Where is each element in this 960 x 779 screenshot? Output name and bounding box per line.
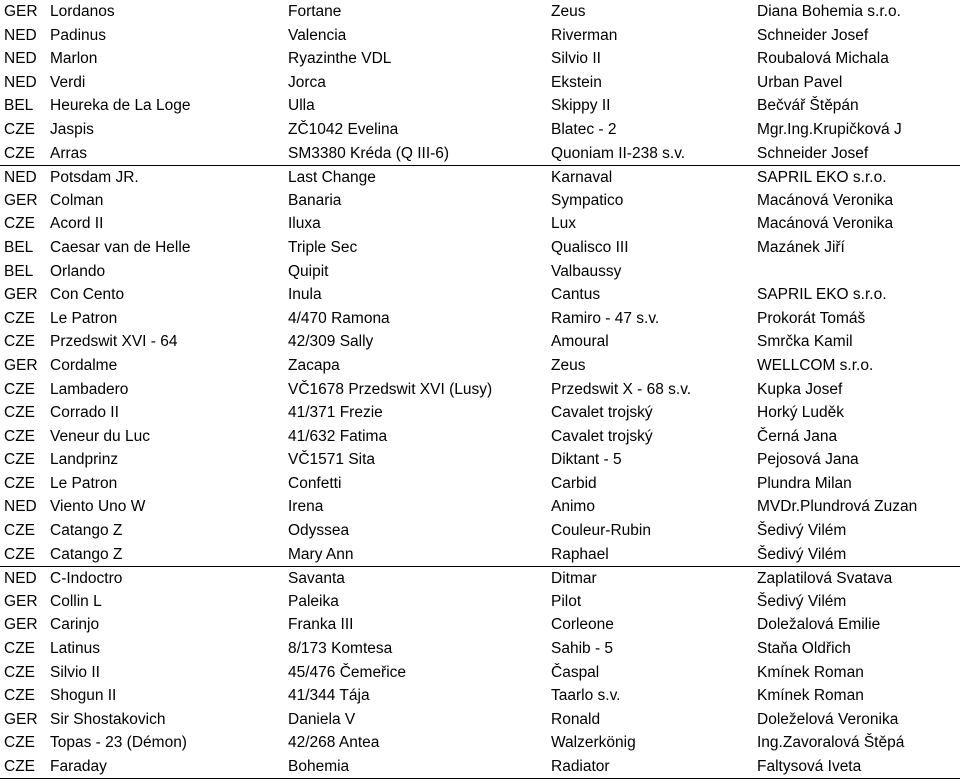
country-cell: BEL <box>4 238 34 256</box>
damsire-cell: Riverman <box>551 26 618 44</box>
country-cell: BEL <box>4 262 34 280</box>
dam-cell: Jorca <box>288 73 326 91</box>
table-row <box>0 684 960 708</box>
country-cell: CZE <box>4 309 35 327</box>
damsire-cell: Couleur-Rubin <box>551 522 651 540</box>
table-row <box>0 425 960 449</box>
dam-cell: Banaria <box>288 191 342 209</box>
country-cell: GER <box>4 191 38 209</box>
damsire-cell: Walzerkönig <box>551 734 636 752</box>
damsire-cell: Lux <box>551 215 576 233</box>
owner-cell: Mazánek Jiří <box>757 238 845 256</box>
country-cell: CZE <box>4 758 35 775</box>
damsire-cell: Ditmar <box>551 570 597 588</box>
horse-cell: C-Indoctro <box>50 570 123 588</box>
owner-cell: SAPRIL EKO s.r.o. <box>757 169 887 187</box>
dam-cell: 41/632 Fatima <box>288 427 388 445</box>
horse-cell: Carinjo <box>50 616 100 634</box>
damsire-cell: Quoniam II-238 s.v. <box>551 144 686 162</box>
owner-cell: Faltysová Iveta <box>757 758 862 775</box>
damsire-cell: Sahib - 5 <box>551 640 614 658</box>
damsire-cell: Corleone <box>551 616 614 634</box>
damsire-cell: Amoural <box>551 333 609 351</box>
horse-cell: Le Patron <box>50 474 118 492</box>
country-cell: GER <box>4 616 38 634</box>
owner-cell: Roubalová Michala <box>757 50 889 68</box>
table-row <box>0 519 960 543</box>
damsire-cell: Časpal <box>551 663 600 681</box>
dam-cell: Irena <box>288 498 324 516</box>
table-row <box>0 47 960 71</box>
owner-cell: SAPRIL EKO s.r.o. <box>757 286 887 304</box>
table-row <box>0 118 960 142</box>
horse-cell: Landprinz <box>50 451 119 469</box>
damsire-cell: Taarlo s.v. <box>551 687 621 705</box>
damsire-cell: Radiator <box>551 758 610 775</box>
table-row <box>0 354 960 378</box>
country-cell: CZE <box>4 451 35 469</box>
dam-cell: Odyssea <box>288 522 350 540</box>
damsire-cell: Cantus <box>551 286 601 304</box>
country-cell: CZE <box>4 640 35 658</box>
table-row <box>0 755 960 779</box>
damsire-cell: Blatec - 2 <box>551 120 617 138</box>
horse-cell: Silvio II <box>50 663 100 681</box>
owner-cell: Černá Jana <box>757 427 838 445</box>
country-cell: CZE <box>4 120 35 138</box>
horse-cell: Caesar van de Helle <box>50 238 191 256</box>
owner-cell: Horký Luděk <box>757 404 845 422</box>
damsire-cell: Valbaussy <box>551 262 622 280</box>
damsire-cell: Karnaval <box>551 169 613 187</box>
horse-cell: Padinus <box>50 26 107 44</box>
owner-cell: Staňa Oldřich <box>757 640 851 658</box>
horse-cell: Sir Shostakovich <box>50 710 166 728</box>
country-cell: CZE <box>4 474 35 492</box>
horse-cell: Veneur du Luc <box>50 427 150 445</box>
country-cell: NED <box>4 73 37 91</box>
dam-cell: Ulla <box>288 97 315 115</box>
dam-cell: Iluxa <box>288 215 321 233</box>
country-cell: GER <box>4 592 38 610</box>
dam-cell: Ryazinthe VDL <box>288 50 392 68</box>
owner-cell: Kmínek Roman <box>757 663 864 681</box>
table-row <box>0 472 960 496</box>
owner-cell: Schneider Josef <box>757 26 869 44</box>
country-cell: GER <box>4 286 38 304</box>
dam-cell: Confetti <box>288 474 342 492</box>
owner-cell: Bečvář Štěpán <box>757 97 859 115</box>
owner-cell: Šedivý Vilém <box>757 545 847 563</box>
horse-cell: Verdi <box>50 73 86 91</box>
horse-cell: Przedswit XVI - 64 <box>50 333 178 351</box>
dam-cell: VČ1571 Sita <box>288 451 376 469</box>
table-row <box>0 330 960 354</box>
table-row <box>0 307 960 331</box>
damsire-cell: Carbid <box>551 474 597 492</box>
owner-cell: Doleželová Veronika <box>757 710 899 728</box>
table-row <box>0 283 960 307</box>
dam-cell: Fortane <box>288 3 342 20</box>
country-cell: GER <box>4 710 38 728</box>
dam-cell: 41/371 Frezie <box>288 404 383 422</box>
country-cell: NED <box>4 26 37 44</box>
dam-cell: 8/173 Komtesa <box>288 640 393 658</box>
dam-cell: Franka III <box>288 616 354 634</box>
table-row <box>0 613 960 637</box>
horse-cell: Marlon <box>50 50 98 68</box>
horse-cell: Jaspis <box>50 120 94 138</box>
damsire-cell: Animo <box>551 498 595 516</box>
horse-cell: Potsdam JR. <box>50 169 139 187</box>
owner-cell: Smrčka Kamil <box>757 333 853 351</box>
table-row <box>0 260 960 284</box>
horse-cell: Catango Z <box>50 545 123 563</box>
dam-cell: 45/476 Čemeřice <box>288 663 407 681</box>
table-row <box>0 661 960 685</box>
horse-cell: Lordanos <box>50 3 115 20</box>
dam-cell: 42/268 Antea <box>288 734 380 752</box>
table-row <box>0 0 960 24</box>
owner-cell <box>757 260 960 284</box>
dam-cell: SM3380 Kréda (Q III-6) <box>288 144 450 162</box>
damsire-cell: Ekstein <box>551 73 602 91</box>
table-row <box>0 165 960 189</box>
table-row <box>0 236 960 260</box>
dam-cell: 4/470 Ramona <box>288 309 390 327</box>
horse-cell: Catango Z <box>50 522 123 540</box>
owner-cell: Šedivý Vilém <box>757 592 847 610</box>
owner-cell: Urban Pavel <box>757 73 843 91</box>
country-cell: CZE <box>4 734 35 752</box>
damsire-cell: Cavalet trojský <box>551 427 653 445</box>
table-row <box>0 401 960 425</box>
table-row <box>0 590 960 614</box>
country-cell: GER <box>4 356 38 374</box>
table-row <box>0 448 960 472</box>
owner-cell: Doležalová Emilie <box>757 616 881 634</box>
damsire-cell: Pilot <box>551 592 582 610</box>
dam-cell: Zacapa <box>288 356 340 374</box>
dam-cell: Savanta <box>288 570 345 588</box>
table-row <box>0 543 960 567</box>
owner-cell: Plundra Milan <box>757 474 852 492</box>
table-row <box>0 94 960 118</box>
horse-cell: Latinus <box>50 640 100 658</box>
owner-cell: Kmínek Roman <box>757 687 864 705</box>
country-cell: CZE <box>4 687 35 705</box>
country-cell: CZE <box>4 522 35 540</box>
owner-cell: Ing.Zavoralová Štěpá <box>757 734 905 752</box>
dam-cell: 42/309 Sally <box>288 333 374 351</box>
horse-cell: Faraday <box>50 758 107 775</box>
table-row <box>0 142 960 166</box>
dam-cell: ZČ1042 Evelina <box>288 120 399 138</box>
country-cell: CZE <box>4 333 35 351</box>
table-row <box>0 189 960 213</box>
dam-cell: VČ1678 Przedswit XVI (Lusy) <box>288 380 493 398</box>
table-row <box>0 731 960 755</box>
horse-cell: Collin L <box>50 592 102 610</box>
damsire-cell: Skippy II <box>551 97 611 115</box>
owner-cell: Šedivý Vilém <box>757 522 847 540</box>
dam-cell: Inula <box>288 286 322 304</box>
damsire-cell: Sympatico <box>551 191 624 209</box>
owner-cell: Schneider Josef <box>757 144 869 162</box>
damsire-cell: Zeus <box>551 356 586 374</box>
owner-cell: Zaplatilová Svatava <box>757 570 893 588</box>
country-cell: CZE <box>4 144 35 162</box>
dam-cell: Bohemia <box>288 758 350 775</box>
dam-cell: Daniela V <box>288 710 356 728</box>
owner-cell: Macánová Veronika <box>757 191 894 209</box>
table-row <box>0 708 960 732</box>
country-cell: BEL <box>4 97 34 115</box>
country-cell: NED <box>4 498 37 516</box>
owner-cell: MVDr.Plundrová Zuzan <box>757 498 918 516</box>
damsire-cell: Ramiro - 47 s.v. <box>551 309 660 327</box>
owner-cell: Prokorát Tomáš <box>757 309 866 327</box>
horse-cell: Arras <box>50 144 88 162</box>
owner-cell: Pejosová Jana <box>757 451 859 469</box>
horse-cell: Viento Uno W <box>50 498 146 516</box>
country-cell: NED <box>4 570 37 588</box>
horse-cell: Lambadero <box>50 380 129 398</box>
owner-cell: Kupka Josef <box>757 380 843 398</box>
horse-cell: Orlando <box>50 262 106 280</box>
country-cell: NED <box>4 50 37 68</box>
damsire-cell: Cavalet trojský <box>551 404 653 422</box>
table-row <box>0 566 960 590</box>
horse-cell: Le Patron <box>50 309 118 327</box>
table-row <box>0 71 960 95</box>
horse-cell: Topas - 23 (Démon) <box>50 734 187 752</box>
damsire-cell: Diktant - 5 <box>551 451 622 469</box>
damsire-cell: Qualisco III <box>551 238 629 256</box>
horse-cell: Shogun II <box>50 687 117 705</box>
country-cell: CZE <box>4 404 35 422</box>
dam-cell: Mary Ann <box>288 545 354 563</box>
owner-cell: WELLCOM s.r.o. <box>757 356 874 374</box>
damsire-cell: Zeus <box>551 3 586 20</box>
horse-cell: Heureka de La Loge <box>50 97 191 115</box>
country-cell: GER <box>4 3 38 20</box>
table-row <box>0 637 960 661</box>
horse-cell: Cordalme <box>50 356 118 374</box>
country-cell: CZE <box>4 427 35 445</box>
dam-cell: Paleika <box>288 592 339 610</box>
country-cell: NED <box>4 169 37 187</box>
dam-cell: Valencia <box>288 26 347 44</box>
table-row <box>0 378 960 402</box>
country-cell: CZE <box>4 215 35 233</box>
damsire-cell: Przedswit X - 68 s.v. <box>551 380 692 398</box>
owner-cell: Mgr.Ing.Krupičková J <box>757 120 902 138</box>
dam-cell: Triple Sec <box>288 238 358 256</box>
horse-cell: Con Cento <box>50 286 125 304</box>
owner-cell: Diana Bohemia s.r.o. <box>757 3 901 20</box>
table-row <box>0 212 960 236</box>
horse-cell: Corrado II <box>50 404 119 422</box>
country-cell: CZE <box>4 545 35 563</box>
dam-cell: 41/344 Tája <box>288 687 370 705</box>
damsire-cell: Ronald <box>551 710 601 728</box>
table-row <box>0 24 960 48</box>
dam-cell: Last Change <box>288 169 376 187</box>
table-row <box>0 495 960 519</box>
owner-cell: Macánová Veronika <box>757 215 894 233</box>
damsire-cell: Silvio II <box>551 50 601 68</box>
horse-cell: Acord II <box>50 215 104 233</box>
dam-cell: Quipit <box>288 262 329 280</box>
horse-cell: Colman <box>50 191 104 209</box>
country-cell: CZE <box>4 663 35 681</box>
damsire-cell: Raphael <box>551 545 609 563</box>
country-cell: CZE <box>4 380 35 398</box>
